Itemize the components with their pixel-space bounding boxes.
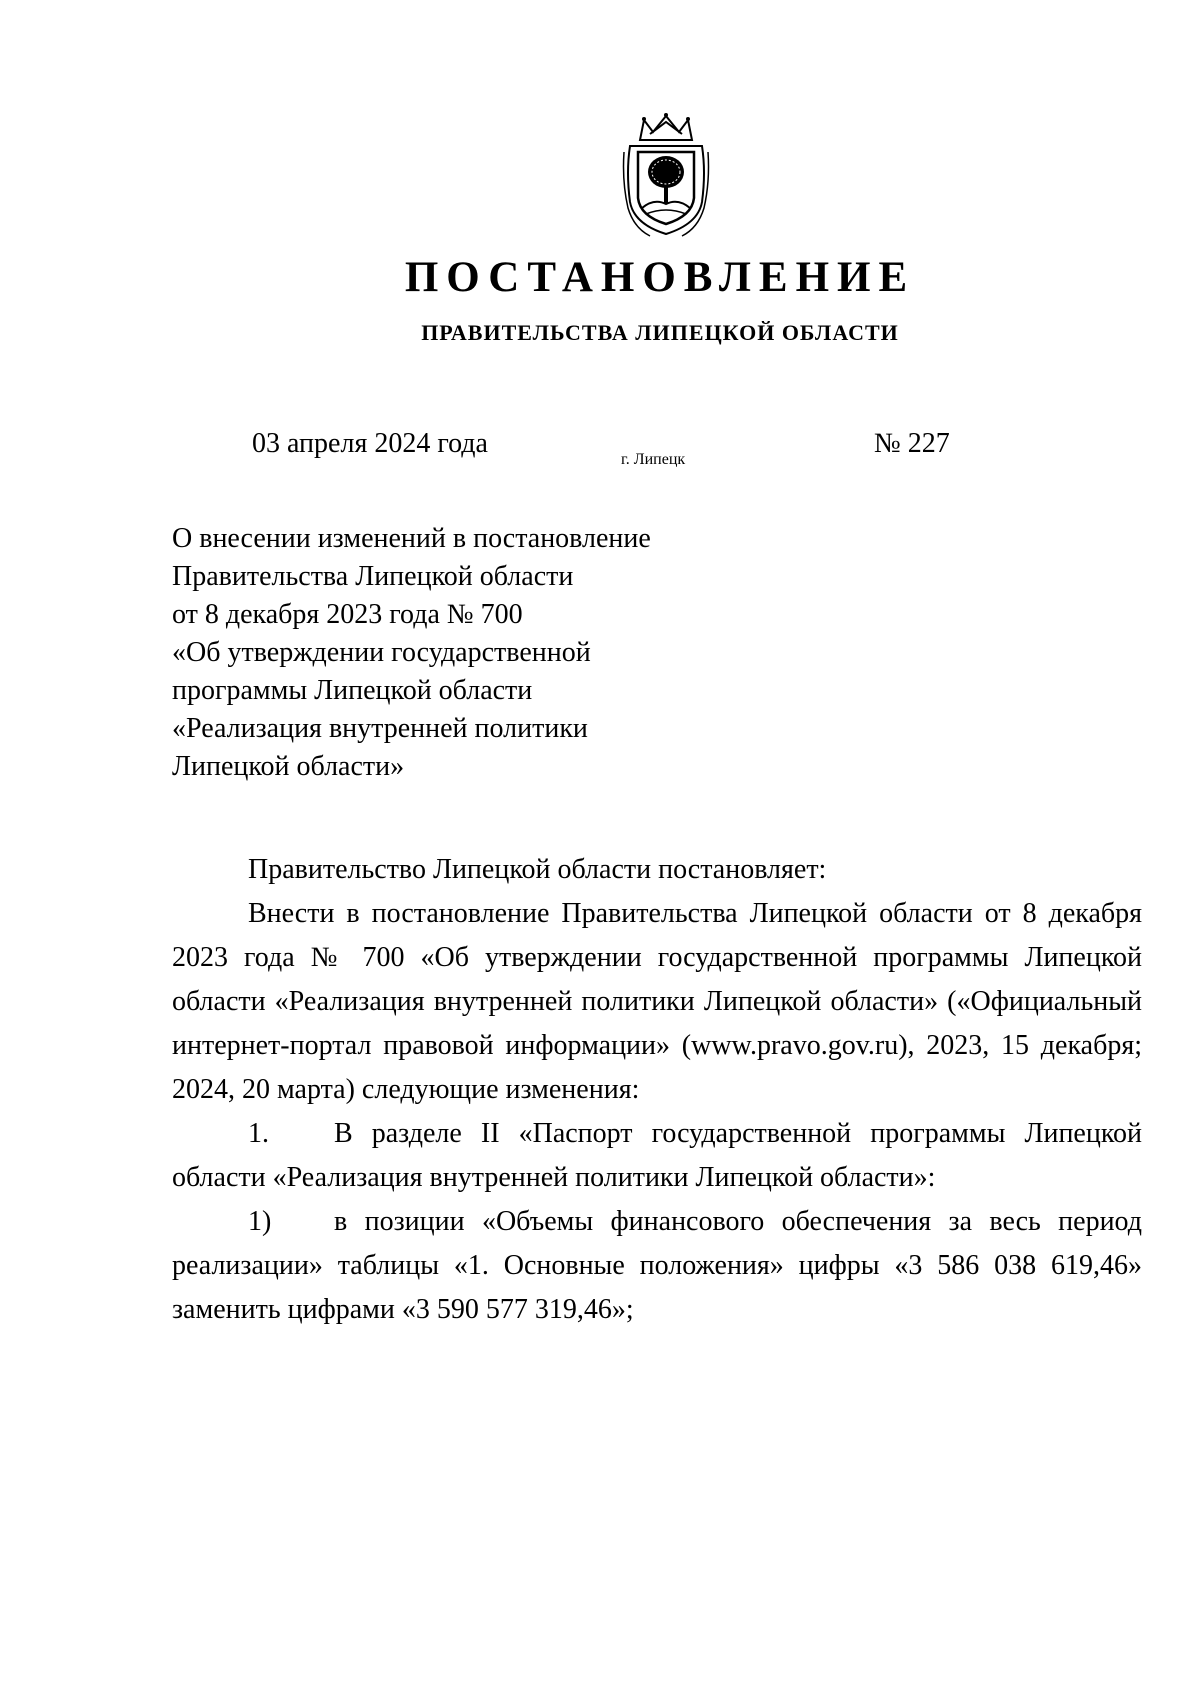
document-body bbox=[172, 848, 1142, 1332]
document-date: 03 апреля 2024 года bbox=[252, 428, 488, 459]
coat-of-arms-icon bbox=[620, 112, 712, 240]
subject-line: О внесении изменений в постановление bbox=[172, 523, 651, 554]
document-subject bbox=[172, 520, 732, 786]
item-1-number: 1. bbox=[248, 1118, 269, 1149]
subject-line: Липецкой области» bbox=[172, 751, 405, 782]
document-number: № 227 bbox=[874, 428, 950, 459]
document-title: ПОСТАНОВЛЕНИЕ bbox=[404, 254, 916, 301]
body-intro: Правительство Липецкой области постановляет: bbox=[248, 854, 827, 885]
subitem-1-number: 1) bbox=[248, 1206, 272, 1237]
subject-line: программы Липецкой области bbox=[172, 675, 533, 706]
item-1 bbox=[172, 1112, 1142, 1200]
subject-line: «Об утверждении государственной bbox=[172, 637, 591, 668]
document-subtitle: ПРАВИТЕЛЬСТВА ЛИПЕЦКОЙ ОБЛАСТИ bbox=[421, 320, 899, 345]
item-1-text: В разделе II «Паспорт государственной программы Липецкой области «Реализация внутренней политики Липецкой области»: bbox=[172, 1118, 1142, 1193]
document-city: г. Липецк bbox=[621, 451, 686, 468]
subject-line: от 8 декабря 2023 года № 700 bbox=[172, 599, 523, 630]
subject-line: «Реализация внутренней политики bbox=[172, 713, 588, 744]
subject-line: Правительства Липецкой области bbox=[172, 561, 574, 592]
subitem-1 bbox=[172, 1200, 1142, 1332]
body-main-paragraph: Внести в постановление Правительства Липецкой области от 8 декабря 2023 года № 700 «Об утверждении государственной программы Липецкой области «Реализация внутренней политики Липецкой области» («Официальный интернет-портал правовой информации» (www.pravo.gov.ru), 2023, 15 декабря; 2024, 20 марта) следующие изменения: bbox=[172, 898, 1142, 1105]
subitem-1-text: в позиции «Объемы финансового обеспечения за весь период реализации» таблицы «1. Основные положения» цифры «3 586 038 619,46» заменить цифрами «3 590 577 319,46»; bbox=[172, 1206, 1142, 1325]
